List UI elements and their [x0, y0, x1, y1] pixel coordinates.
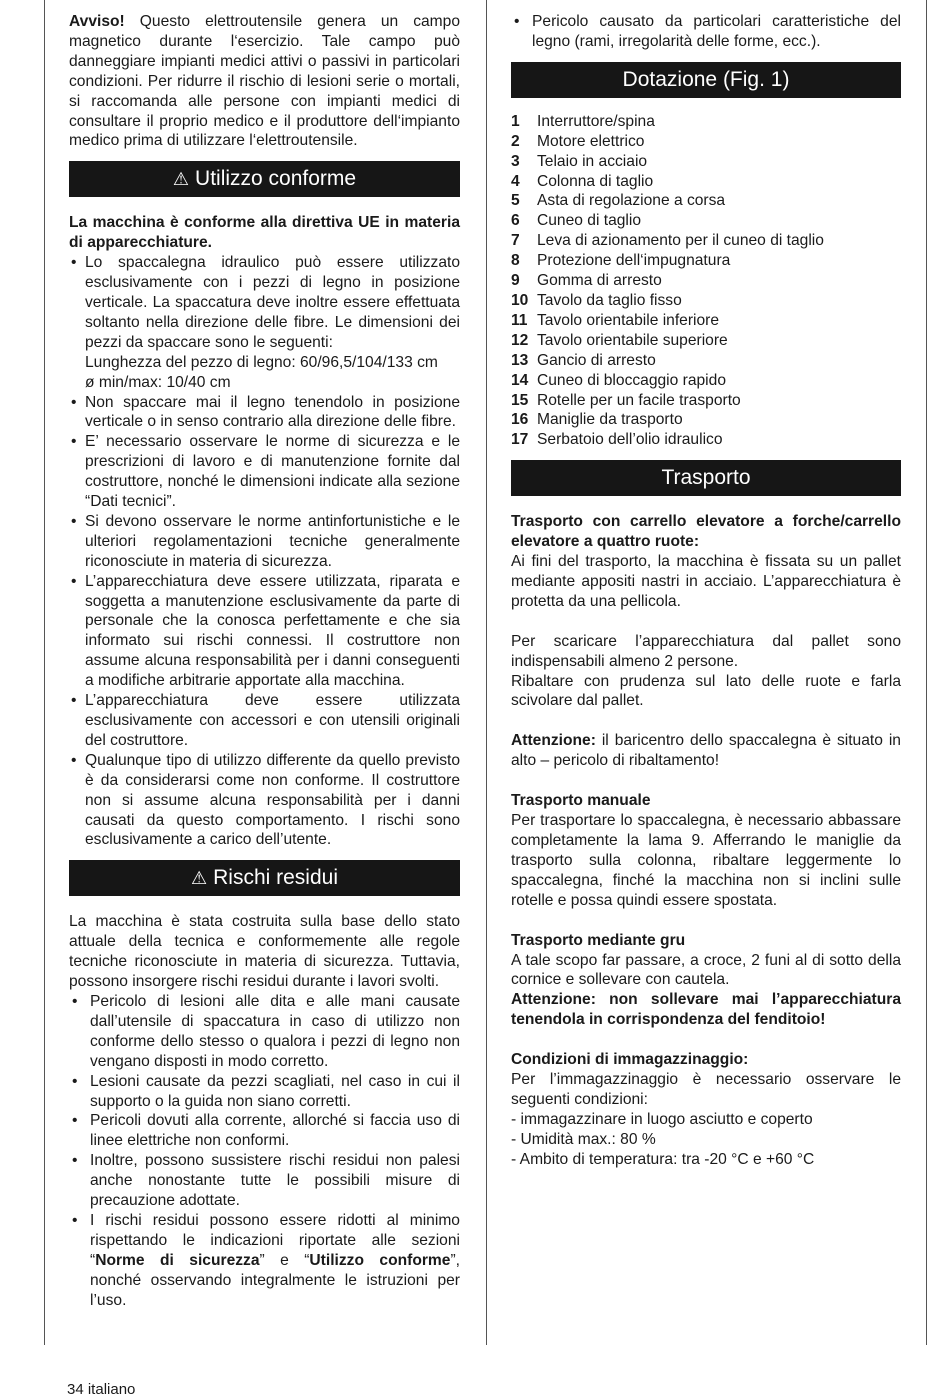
bold-reference: Norme di sicurezza — [95, 1251, 260, 1269]
part-number: 14 — [511, 371, 529, 389]
part-label: Cuneo di taglio — [537, 212, 642, 230]
unload-text: Per scaricare l’apparecchiatura dal pallet sono indispensabili almeno 2 persone. — [511, 632, 901, 670]
parts-list-item — [511, 371, 901, 391]
manual-heading: Trasporto manuale — [511, 792, 651, 810]
forklift-heading: Trasporto con carrello elevatore a forche/carrello elevatore a quattro ruote: — [511, 513, 901, 551]
bullet-text: ”, nonché osservando integralmente le istruzioni per l’uso. — [90, 1251, 460, 1309]
section-title: Trasporto — [661, 466, 751, 490]
warning-triangle-icon: ⚠ — [190, 868, 208, 889]
crane-heading: Trasporto mediante gru — [511, 931, 686, 949]
part-number: 15 — [511, 391, 529, 409]
wood-diameter-spec: ø min/max: 10/40 cm — [85, 373, 231, 391]
attention-label: Attenzione: — [511, 732, 596, 750]
crane-text: A tale scopo far passare, a croce, 2 funi al di sotto della cornice e sollevare con cautela. — [511, 951, 901, 989]
part-number: 4 — [511, 172, 520, 190]
part-label: Protezione dell‘impugnatura — [537, 252, 731, 270]
tilt-text: Ribaltare con prudenza sul lato delle ruote e farla scivolare dal pallet. — [511, 672, 901, 710]
part-label: Gomma di arresto — [537, 272, 662, 290]
wood-length-spec: Lunghezza del pezzo di legno: 60/96,5/104/133 cm — [85, 353, 438, 371]
part-label: Gancio di arresto — [537, 351, 656, 369]
parts-list-item — [511, 132, 901, 152]
part-label: Leva di azionamento per il cuneo di taglio — [537, 232, 824, 250]
parts-list-item — [511, 331, 901, 351]
storage-item: - immagazzinare in luogo asciutto e coperto — [511, 1110, 813, 1128]
part-number: 3 — [511, 152, 520, 170]
spacer — [511, 711, 901, 731]
storage-heading: Condizioni di immagazzinaggio: — [511, 1051, 749, 1069]
page-footer: 34 italiano — [67, 1381, 136, 1398]
parts-list-item — [511, 251, 901, 271]
storage-item: - Ambito di temperatura: tra -20 °C e +60 °C — [511, 1150, 815, 1168]
part-number: 5 — [511, 192, 520, 210]
parts-list-item — [511, 191, 901, 211]
spacer — [511, 771, 901, 791]
part-label: Telaio in acciaio — [537, 152, 648, 170]
attention-text: il baricentro dello spaccalegna è situato in alto – pericolo di ribaltamento! — [511, 732, 901, 770]
spacer — [511, 911, 901, 931]
part-number: 16 — [511, 411, 529, 429]
notice-text: Questo elettroutensile genera un campo magnetico durante l‘esercizio. Tale campo può danneggiare impianti medici attivi o passivi in particolari condizioni. Per ridurre il rischio di lesioni serie o mortali, si raccomanda alle persone con impianti medici di consultare il proprio medico e il produttore dell‘impianto medico prima di utilizzare l‘elettroutensile. — [69, 13, 460, 150]
section-title: Rischi residui — [213, 866, 338, 890]
part-label: Interruttore/spina — [537, 112, 655, 130]
storage-item: - Umidità max.: 80 % — [511, 1130, 656, 1148]
part-label: Colonna di taglio — [537, 172, 654, 190]
right-margin-rule — [926, 0, 927, 1345]
list-item: • Si devono osservare le norme antinfortunistiche e le ulteriori regolamentazioni tecniche generalmente riconosciute in materia di sicurezza. — [69, 512, 460, 572]
part-label: Asta di regolazione a corsa — [537, 192, 726, 210]
part-label: Tavolo orientabile inferiore — [537, 311, 720, 329]
section-heading-rischi — [69, 860, 460, 896]
list-item: • E’ necessario osservare le norme di sicurezza e le prescrizioni di lavoro e di manutenzione fornite dal costruttore, nonché le dimensioni indicate alla sezione “Dati tecnici”. — [69, 432, 460, 512]
list-item: • L’apparecchiatura deve essere utilizzata esclusivamente con accessori e con utensili originali del costruttore. — [69, 691, 460, 751]
list-item: • Pericolo di lesioni alle dita e alle mani causate dall’utensile di spaccatura in caso di utilizzo non conforme dello stesso o qualora i pezzi di legno non vengano disposti in modo corretto. — [69, 992, 460, 1072]
part-label: Serbatoio dell’olio idraulico — [537, 431, 723, 449]
parts-list-item — [511, 391, 901, 411]
part-number: 8 — [511, 252, 520, 270]
warning-triangle-icon: ⚠ — [172, 169, 190, 190]
part-label: Motore elettrico — [537, 132, 645, 150]
part-number: 13 — [511, 351, 529, 369]
section-heading-dotazione — [511, 62, 901, 98]
parts-list-item — [511, 291, 901, 311]
parts-list-item — [511, 271, 901, 291]
parts-list-item — [511, 152, 901, 172]
part-number: 11 — [511, 311, 528, 329]
list-item: • Lesioni causate da pezzi scagliati, nel caso in cui il supporto o la guida non siano corretti. — [69, 1072, 460, 1112]
column-divider-rule — [486, 0, 487, 1345]
parts-list-item — [511, 231, 901, 251]
notice-paragraph — [69, 12, 460, 151]
parts-list-item — [511, 351, 901, 371]
list-item: • L’apparecchiatura deve essere utilizzata, riparata e soggetta a manutenzione esclusivamente da parte di personale che la conosca perfettamente e che sia informato sui rischi connessi. Il costruttore non assume alcuna responsabilità per i danni conseguenti a modifiche arbitrarie apportate alla macchina. — [69, 572, 460, 691]
parts-list-item — [511, 211, 901, 231]
section-heading-trasporto — [511, 460, 901, 496]
section-heading-utilizzo — [69, 161, 460, 197]
bold-reference: Utilizzo conforme — [309, 1251, 451, 1269]
parts-list-item — [511, 410, 901, 430]
bullet-text: ” e “ — [259, 1251, 310, 1269]
spacer — [511, 1030, 901, 1050]
section-title: Dotazione (Fig. 1) — [622, 67, 790, 91]
part-number: 9 — [511, 272, 520, 290]
bullet-text: I rischi residui possono essere ridotti al minimo rispettando le indicazioni riportate alle sezioni “ — [90, 1211, 460, 1269]
parts-list-item — [511, 112, 901, 132]
list-item — [69, 1211, 460, 1311]
part-number: 7 — [511, 232, 520, 250]
part-number: 1 — [511, 112, 520, 130]
part-number: 10 — [511, 291, 529, 309]
part-label: Cuneo di bloccaggio rapido — [537, 371, 726, 389]
part-number: 6 — [511, 212, 520, 230]
list-item: • Non spaccare mai il legno tenendolo in posizione verticale o in senso contrario alla direzione delle fibre. — [69, 393, 460, 433]
parts-list — [511, 112, 901, 450]
list-item — [69, 253, 460, 392]
right-column — [511, 12, 901, 1170]
parts-list-item — [511, 430, 901, 450]
parts-list-item — [511, 311, 901, 331]
part-number: 2 — [511, 132, 520, 150]
section-title: Utilizzo conforme — [195, 167, 357, 191]
risks-intro: La macchina è stata costruita sulla base dello stato attuale della tecnica e conformemente alle regole tecniche riconosciute in materia di sicurezza. Tuttavia, possono insorgere rischi residui durante i lavori svolti. — [69, 913, 460, 991]
use-bullet-list — [69, 253, 460, 850]
attention-paragraph — [511, 731, 901, 771]
bullet-text: Lo spaccalegna idraulico può essere utilizzato esclusivamente con i pezzi di legno in posizione verticale. La spaccatura deve inoltre essere effettuata soltanto nella direzione delle fibre. Le dimensioni dei pezzi da spaccare sono le seguenti: — [85, 254, 460, 351]
part-number: 12 — [511, 331, 529, 349]
list-item: • Pericolo causato da particolari caratteristiche del legno (rami, irregolarità delle forme, ecc.). — [511, 12, 901, 52]
part-label: Tavolo da taglio fisso — [537, 291, 682, 309]
storage-text: Per l’immagazzinaggio è necessario osservare le seguenti condizioni: — [511, 1071, 901, 1108]
notice-label: Avviso! — [69, 13, 125, 30]
list-item: • Inoltre, possono sussistere rischi residui non palesi anche nonostante tutte le possibili misure di precauzione adottate. — [69, 1151, 460, 1211]
part-label: Maniglie da trasporto — [537, 411, 683, 429]
manual-text: Per trasportare lo spaccalegna, è necessario abbassare completamente la lama 9. Afferrando le maniglie da trasporto sulla colonna, ribaltare leggermente lo spaccalegna, finché la macchina non si inclini sulle rotelle e possa quindi essere spostata. — [511, 812, 901, 909]
spacer — [511, 612, 901, 632]
part-label: Rotelle per un facile trasporto — [537, 391, 741, 409]
risks-bullet-list — [69, 992, 460, 1311]
crane-warning: Attenzione: non sollevare mai l’apparecchiatura tenendola in corrispondenza del fenditoio! — [511, 991, 901, 1029]
list-item: • Qualunque tipo di utilizzo differente da quello previsto è da considerarsi come non conforme. Il costruttore non si assume alcuna responsabilità per i danni causati da questo comportamento. I rischi sono esclusivamente a carico dell’utente. — [69, 751, 460, 851]
left-column — [69, 12, 460, 1310]
left-margin-rule — [44, 0, 45, 1345]
continued-bullet-list — [511, 12, 901, 52]
part-number: 17 — [511, 431, 529, 449]
part-label: Tavolo orientabile superiore — [537, 331, 728, 349]
use-intro: La macchina è conforme alla direttiva UE in materia di apparecchiature. — [69, 214, 460, 252]
forklift-text: Ai fini del trasporto, la macchina è fissata su un pallet mediante appositi nastri in acciaio. L’apparecchiatura è protetta da una pellicola. — [511, 553, 901, 610]
parts-list-item — [511, 172, 901, 192]
list-item: • Pericoli dovuti alla corrente, allorché si faccia uso di linee elettriche non conformi. — [69, 1111, 460, 1151]
